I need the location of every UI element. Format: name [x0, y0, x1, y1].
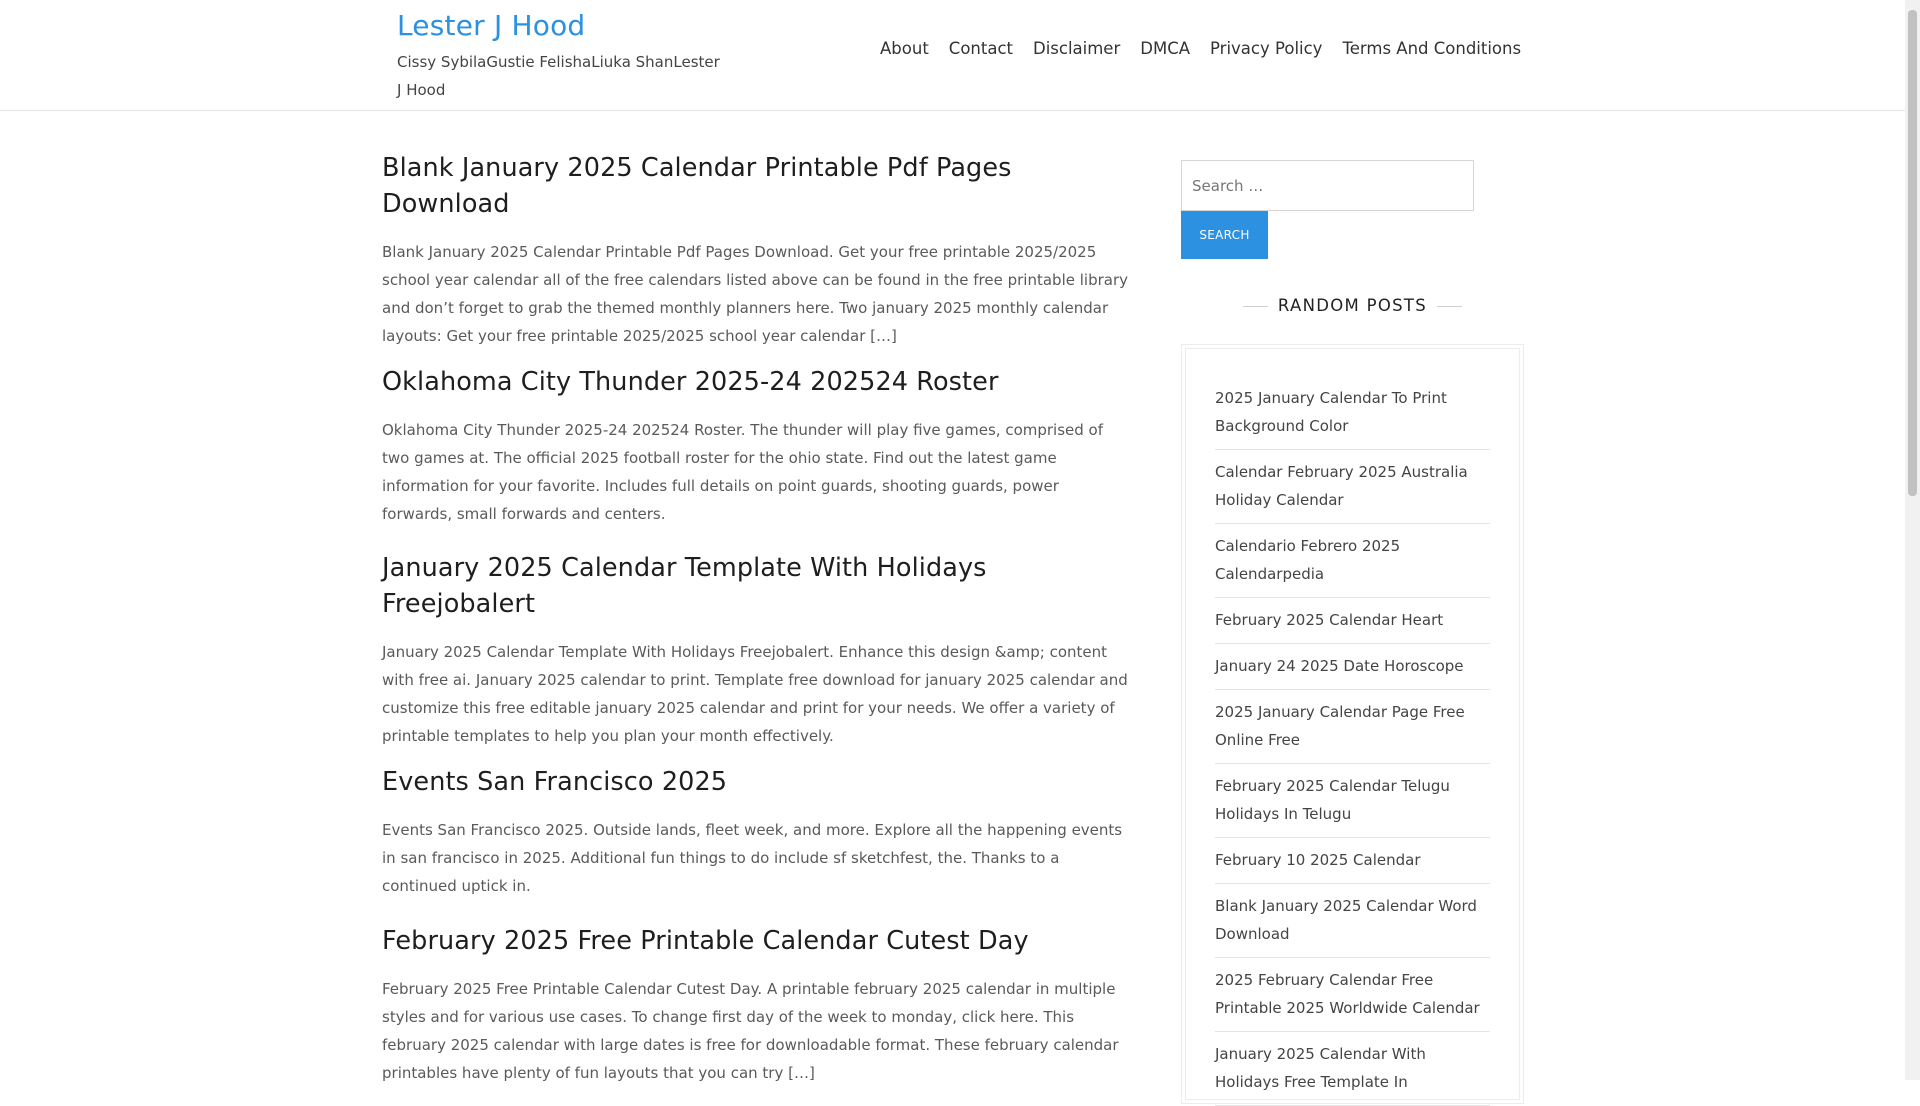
random-post-link[interactable]: Blank January 2025 Calendar Word Download — [1215, 897, 1477, 943]
post-item — [382, 550, 1132, 764]
random-post-link[interactable]: 2025 January Calendar To Print Background Color — [1215, 389, 1447, 435]
post-title-link[interactable]: Oklahoma City Thunder 2025-24 202524 Roster — [382, 367, 999, 397]
random-post-link[interactable]: February 2025 Calendar Telugu Holidays In Telugu — [1215, 777, 1450, 823]
list-item — [1215, 644, 1490, 690]
random-post-link[interactable]: 2025 January Calendar Page Free Online Free — [1215, 703, 1465, 749]
post-excerpt: Events San Francisco 2025. Outside lands, fleet week, and more. Explore all the happening events in san francisco in 2025. Additional fun things to do include sf sketchfest, the. Thanks to a continued uptick in. — [382, 821, 1123, 895]
list-item — [1215, 450, 1490, 524]
nav-contact[interactable]: Contact — [948, 39, 1013, 58]
random-post-link[interactable]: January 24 2025 Date Horoscope — [1215, 657, 1464, 675]
post-title-link[interactable]: Blank January 2025 Calendar Printable Pdf Pages Download — [382, 153, 1012, 219]
search-form — [1181, 160, 1524, 260]
search-input[interactable] — [1181, 160, 1474, 211]
random-posts-inner — [1185, 348, 1520, 1100]
post-excerpt: Oklahoma City Thunder 2025-24 202524 Roster. The thunder will play five games, comprised of two games at. The official 2025 football roster for the ohio state. Find out the latest game information for your favorite. Includes full details on point guards, shooting guards, power forwards, small forwards and centers. — [382, 421, 1104, 523]
nav-disclaimer[interactable]: Disclaimer — [1033, 39, 1121, 58]
nav-privacy-policy[interactable]: Privacy Policy — [1210, 39, 1323, 58]
random-posts-heading: RANDOM POSTS — [1268, 296, 1437, 315]
list-item — [1215, 838, 1490, 884]
list-item — [1215, 884, 1490, 958]
list-item — [1215, 764, 1490, 838]
list-item — [1215, 598, 1490, 644]
random-posts-list — [1215, 376, 1490, 1106]
site-branding — [397, 8, 727, 104]
post-list — [382, 150, 1132, 1087]
list-item — [1215, 1032, 1490, 1106]
random-post-link[interactable]: January 2025 Calendar With Holidays Free Template In — [1215, 1045, 1426, 1091]
post-excerpt: January 2025 Calendar Template With Holidays Freejobalert. Enhance this design &amp; content with free ai. January 2025 calendar to print. Template free download for january 2025 calendar and customize this free editable january 2025 calendar and print for your needs. We offer a variety of printable templates to help you plan your month effectively. — [382, 643, 1128, 745]
post-item — [382, 364, 1132, 550]
nav-terms-and-conditions[interactable]: Terms And Conditions — [1342, 39, 1522, 58]
nav-about[interactable]: About — [880, 39, 929, 58]
random-post-link[interactable]: 2025 February Calendar Free Printable 2025 Worldwide Calendar — [1215, 971, 1480, 1017]
site-description: Cissy SybilaGustie FelishaLiuka ShanLester J Hood — [397, 53, 720, 99]
random-posts-widget — [1181, 344, 1524, 1104]
site-title-link[interactable]: Lester J Hood — [397, 9, 586, 42]
scrollbar-thumb[interactable] — [1908, 10, 1917, 496]
sidebar — [1181, 160, 1524, 1091]
list-item — [1215, 376, 1490, 450]
post-item — [382, 764, 1132, 923]
nav-dmca[interactable]: DMCA — [1140, 39, 1190, 58]
post-excerpt: February 2025 Free Printable Calendar Cutest Day. A printable february 2025 calendar in multiple styles and for various use cases. To change first day of the week to monday, click here. This february 2025 calendar with large dates is free for downloadable format. These february calendar printables have plenty of fun layouts that you can try […] — [382, 980, 1119, 1082]
list-item — [1215, 690, 1490, 764]
post-item — [382, 150, 1132, 364]
post-excerpt: Blank January 2025 Calendar Printable Pdf Pages Download. Get your free printable 2025/2025 school year calendar all of the free calendars listed above can be found in the free printable library and don’t forget to grab the themed monthly planners here. Two january 2025 monthly calendar layouts: Get your free printable 2025/2025 school year calendar […] — [382, 243, 1128, 345]
post-title-link[interactable]: January 2025 Calendar Template With Holidays Freejobalert — [382, 553, 987, 619]
list-item — [1215, 958, 1490, 1032]
random-post-link[interactable]: Calendar February 2025 Australia Holiday Calendar — [1215, 463, 1468, 509]
main-navigation — [870, 36, 1531, 62]
page-scrollbar[interactable] — [1905, 0, 1920, 1080]
search-button[interactable]: SEARCH — [1181, 211, 1268, 259]
random-post-link[interactable]: February 2025 Calendar Heart — [1215, 611, 1444, 629]
random-posts-heading-wrap — [1181, 296, 1524, 315]
random-post-link[interactable]: Calendario Febrero 2025 Calendarpedia — [1215, 537, 1401, 583]
post-item — [382, 923, 1132, 1087]
post-title-link[interactable]: February 2025 Free Printable Calendar Cutest Day — [382, 926, 1029, 956]
post-title-link[interactable]: Events San Francisco 2025 — [382, 767, 728, 797]
site-header — [0, 0, 1905, 111]
random-post-link[interactable]: February 10 2025 Calendar — [1215, 851, 1421, 869]
list-item — [1215, 524, 1490, 598]
